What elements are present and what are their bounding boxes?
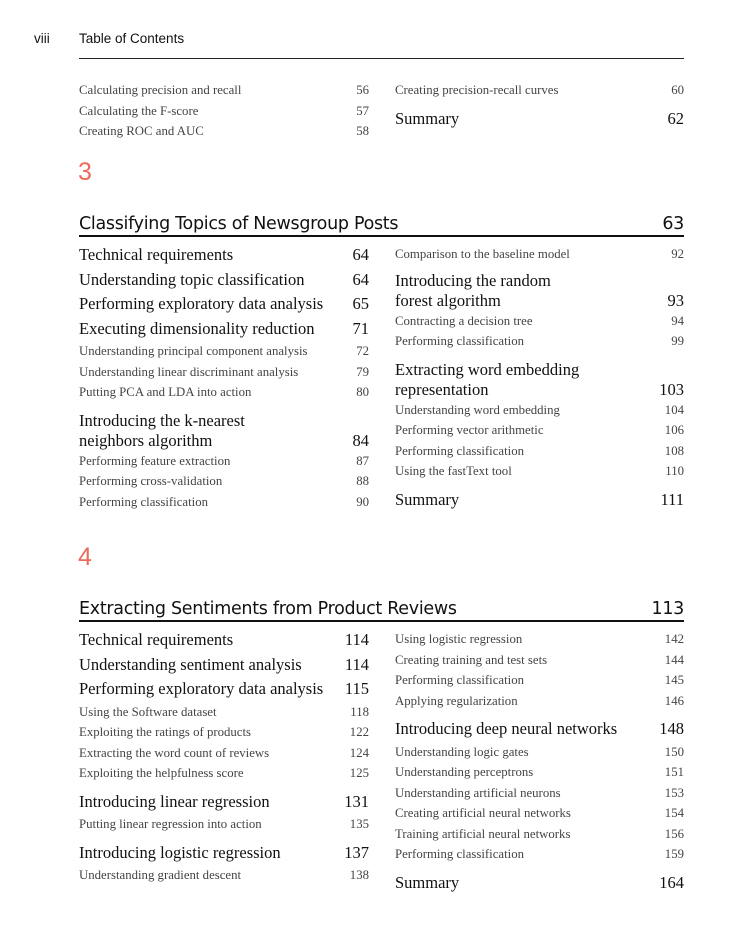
toc-subentry[interactable]: Performing classification 159 [395,847,684,861]
toc-subentry[interactable]: Comparison to the baseline model 92 [395,247,684,261]
toc-subentry[interactable]: Understanding perceptrons 151 [395,765,684,779]
toc-entry[interactable]: Understanding topic classification 64 [79,269,369,289]
running-head [0,30,743,50]
toc-subentry[interactable]: Performing vector arithmetic 106 [395,423,684,437]
carryover-right-column [395,80,684,131]
chapter-page: 63 [662,214,684,234]
page-folio: viii [34,31,50,46]
toc-subentry[interactable]: Understanding logic gates 150 [395,744,684,759]
toc-subentry[interactable]: Performing cross-validation 88 [79,474,369,488]
carryover-left-column [79,80,369,142]
toc-subentry[interactable]: Using logistic regression 142 [395,632,684,646]
toc-entry[interactable]: Introducing deep neural networks 148 [395,719,684,738]
toc-subentry[interactable]: Understanding principal component analysis 72 [79,344,369,358]
toc-entry[interactable]: Understanding sentiment analysis 114 [79,654,369,674]
toc-entry[interactable]: Creating ROC and AUC 58 [79,124,369,138]
chapter-page: 113 [651,599,684,619]
toc-subentry[interactable]: Creating artificial neural networks 154 [395,806,684,820]
toc-subentry[interactable]: Contracting a decision tree 94 [395,313,684,328]
chapter-number: 4 [78,543,92,571]
toc-entry-summary[interactable]: Summary 111 [395,489,684,509]
toc-subentry[interactable]: Understanding gradient descent 138 [79,868,369,882]
toc-entry[interactable]: Introducing linear regression 131 [79,791,369,811]
chapter-heading[interactable] [79,208,684,234]
toc-entry-summary[interactable]: Summary 62 [395,108,684,128]
chapter-3-right-column [395,244,684,512]
header-rule [79,58,684,59]
toc-subentry[interactable]: Performing classification 99 [395,334,684,348]
toc-entry[interactable]: Introducing the random forest algorithm 93 [395,270,684,310]
toc-entry[interactable]: Extracting word embedding representation 103 [395,359,684,399]
toc-subentry[interactable]: Creating training and test sets 144 [395,652,684,667]
chapter-title: Classifying Topics of Newsgroup Posts [79,214,399,234]
chapter-4-left-column [79,628,369,886]
chapter-rule [79,235,684,237]
toc-entry[interactable]: Calculating precision and recall 56 [79,83,369,97]
toc-subentry[interactable]: Applying regularization 146 [395,693,684,708]
toc-subentry[interactable]: Performing classification 108 [395,443,684,458]
toc-entry[interactable]: Calculating the F-score 57 [79,103,369,118]
chapter-title: Extracting Sentiments from Product Reviews [79,599,457,619]
toc-subentry[interactable]: Putting linear regression into action 135 [79,817,369,831]
toc-subentry[interactable]: Training artificial neural networks 156 [395,826,684,841]
toc-entry[interactable]: Performing exploratory data analysis 115 [79,679,369,698]
chapter-number: 3 [78,158,92,186]
toc-subentry[interactable]: Performing feature extraction 87 [79,453,369,468]
toc-subentry[interactable]: Exploiting the helpfulness score 125 [79,766,369,780]
toc-subentry[interactable]: Exploiting the ratings of products 122 [79,725,369,739]
toc-entry[interactable]: Executing dimensionality reduction 71 [79,318,369,338]
toc-subentry[interactable]: Using the fastText tool 110 [395,464,684,478]
toc-entry[interactable]: Technical requirements 64 [79,245,369,264]
toc-entry[interactable]: Creating precision-recall curves 60 [395,83,684,97]
toc-subentry[interactable]: Performing classification 145 [395,673,684,687]
toc-entry[interactable]: Introducing the k-nearest neighbors algorithm 84 [79,410,369,450]
toc-entry[interactable]: Technical requirements 114 [79,630,369,649]
toc-entry[interactable]: Performing exploratory data analysis 65 [79,294,369,313]
toc-entry-summary[interactable]: Summary 164 [395,872,684,892]
toc-subentry[interactable]: Extracting the word count of reviews 124 [79,745,369,760]
toc-subentry[interactable]: Putting PCA and LDA into action 80 [79,385,369,399]
chapter-heading[interactable] [79,593,684,619]
toc-subentry[interactable]: Understanding linear discriminant analysis 79 [79,364,369,379]
toc-subentry[interactable]: Understanding artificial neurons 153 [395,785,684,800]
chapter-4-right-column [395,629,684,895]
toc-entry[interactable]: Introducing logistic regression 137 [79,842,369,862]
running-head-title: Table of Contents [79,31,185,46]
chapter-3-left-column [79,243,369,512]
toc-subentry[interactable]: Understanding word embedding 104 [395,402,684,417]
chapter-rule [79,620,684,622]
toc-subentry[interactable]: Performing classification 90 [79,494,369,509]
toc-subentry[interactable]: Using the Software dataset 118 [79,704,369,719]
